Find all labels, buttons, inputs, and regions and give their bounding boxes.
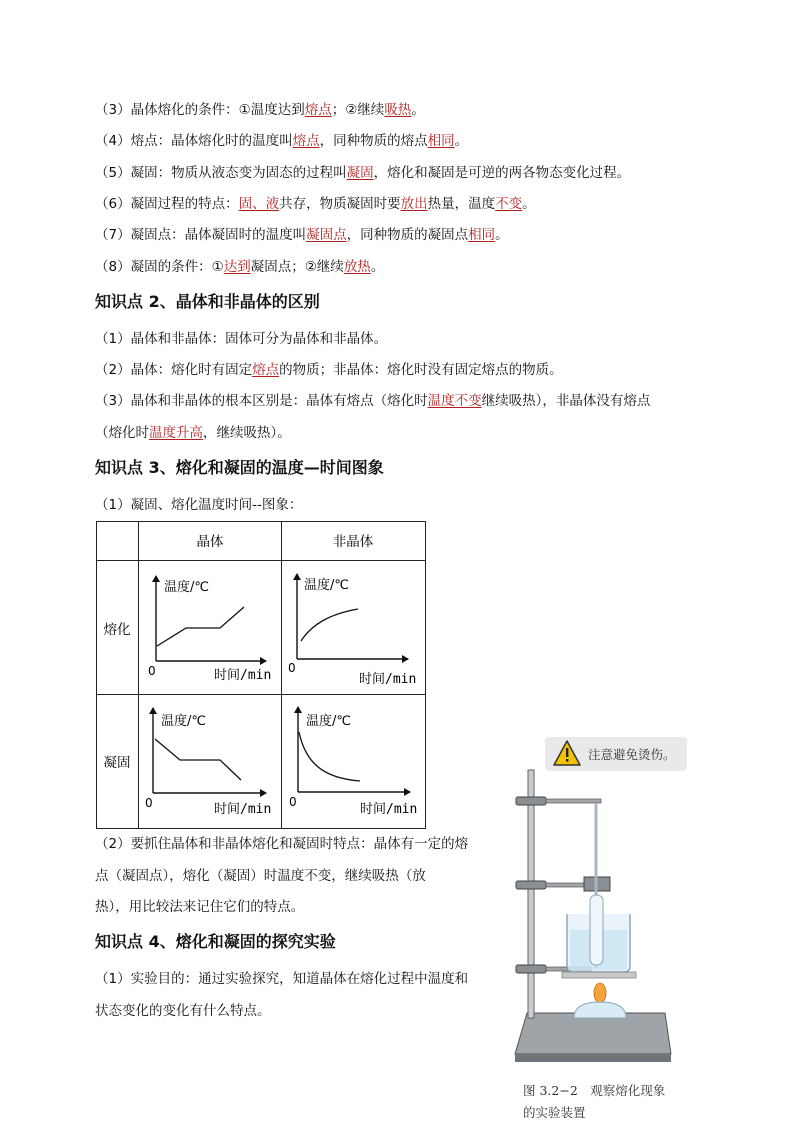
answer-text: 熔点 xyxy=(252,362,280,378)
paragraph-line: 热），用比较法来记住它们的特点。 xyxy=(95,899,305,915)
graph-crystal-solidifying xyxy=(145,708,271,817)
text-run: （5）凝固：物质从液态变为固态的过程叫 xyxy=(95,165,347,181)
answer-text: 放热 xyxy=(343,259,371,275)
paragraph-line: （2）要抓住晶体和非晶体熔化和凝固时特点：晶体有一定的熔 xyxy=(95,836,469,852)
curve-line xyxy=(157,607,244,646)
text-run: 。 xyxy=(411,102,425,118)
answer-text: 固、液 xyxy=(238,196,280,212)
col-header-amorphous: 非晶体 xyxy=(332,534,374,550)
x-axis-label: 时间/min xyxy=(360,802,418,817)
text-run: 。 xyxy=(454,133,469,149)
answer-text: 温度升高 xyxy=(149,425,203,441)
x-axis-label: 时间/min xyxy=(359,672,417,687)
answer-text: 放出 xyxy=(400,196,428,212)
section-heading: 知识点 4、熔化和凝固的探究实验 xyxy=(95,932,336,951)
curve-line xyxy=(301,609,358,641)
text-run: （2）晶体：熔化时有固定 xyxy=(95,362,253,378)
answer-text: 熔点 xyxy=(304,102,332,118)
graph-crystal-melting xyxy=(148,576,271,683)
paragraph-line: 点（凝固点），熔化（凝固）时温度不变，继续吸热（放 xyxy=(95,868,426,884)
alcohol-lamp xyxy=(574,1002,626,1018)
section-heading: 知识点 3、熔化和凝固的温度—时间图象 xyxy=(95,458,384,477)
answer-text: 相同 xyxy=(427,133,455,149)
curve-line xyxy=(155,739,241,780)
text-run: 。 xyxy=(495,227,509,243)
y-axis-label: 温度/℃ xyxy=(164,580,209,595)
text-run: ，同种物质的熔点 xyxy=(319,133,428,149)
text-run: （7）凝固点：晶体凝固时的温度叫 xyxy=(95,227,307,243)
text-run: ，继续吸热）。 xyxy=(203,425,291,441)
text-run: （4）熔点：晶体熔化时的温度叫 xyxy=(95,133,293,149)
origin-label: 0 xyxy=(288,661,296,675)
text-run: （6）凝固过程的特点： xyxy=(95,196,239,212)
answer-text: 熔点 xyxy=(292,133,320,149)
row-header-solidifying: 凝固 xyxy=(103,755,131,771)
x-axis-label: 时间/min xyxy=(214,802,272,817)
figure-caption-line-2: 的实验装置 xyxy=(523,1105,586,1120)
text-run: ，同种物质的凝固点 xyxy=(346,227,469,243)
paragraph-line: （1）实验目的：通过实验探究，知道晶体在熔化过程中温度和 xyxy=(95,971,469,987)
curve-line xyxy=(299,732,360,781)
origin-label: 0 xyxy=(145,796,153,810)
text-run: （8）凝固的条件：① xyxy=(95,259,224,275)
answer-text: 不变 xyxy=(495,196,523,212)
figure-caption: 图 3.2−2 观察熔化现象 xyxy=(523,1083,666,1098)
graph-amorphous-melting xyxy=(288,574,416,687)
section-heading: 知识点 2、晶体和非晶体的区别 xyxy=(95,292,320,311)
origin-label: 0 xyxy=(289,795,297,809)
answer-text: 达到 xyxy=(223,259,251,275)
test-tube xyxy=(590,895,603,965)
flame xyxy=(594,983,606,1003)
row-header-melting: 熔化 xyxy=(103,622,131,638)
experiment-apparatus-figure xyxy=(515,737,687,1120)
paragraph-line: 状态变化的变化有什么特点。 xyxy=(95,1003,271,1019)
text-run: ，熔化和凝固是可逆的两各物态变化过程。 xyxy=(373,165,631,181)
col-header-crystal: 晶体 xyxy=(196,534,224,550)
paragraph-line: （1）凝固、熔化温度时间--图象： xyxy=(95,497,303,513)
answer-text: 相同 xyxy=(468,227,496,243)
text-run: ；②继续 xyxy=(331,102,385,118)
wire-gauze xyxy=(562,972,636,978)
origin-label: 0 xyxy=(148,664,156,678)
text-run: （3）晶体和非晶体的根本区别是：晶体有熔点（熔化时 xyxy=(95,393,428,409)
text-run: 的物质；非晶体：熔化时没有固定熔点的物质。 xyxy=(279,362,563,378)
stand-base xyxy=(515,1013,671,1054)
text-run: 凝固点；②继续 xyxy=(250,259,344,275)
stand-base-edge xyxy=(515,1054,671,1062)
top-clamp xyxy=(516,797,601,805)
text-run: （1）晶体和非晶体：固体可分为晶体和非晶体。 xyxy=(95,331,388,347)
text-run: （3）晶体熔化的条件：①温度达到 xyxy=(95,102,305,118)
answer-text: 吸热 xyxy=(384,102,412,118)
y-axis-label: 温度/℃ xyxy=(161,714,206,729)
text-run: 。 xyxy=(370,259,385,275)
x-axis-label: 时间/min xyxy=(214,668,272,683)
stand-rod xyxy=(528,770,534,1018)
text-run: 继续吸热），非晶体没有熔点 xyxy=(481,393,651,409)
warning-text: 注意避免烫伤。 xyxy=(588,747,676,762)
y-axis-label: 温度/℃ xyxy=(304,578,349,593)
y-axis-label: 温度/℃ xyxy=(306,714,351,729)
answer-text: 凝固 xyxy=(346,165,374,181)
text-run: 共存，物质凝固时要 xyxy=(279,196,401,212)
graph-amorphous-solidifying xyxy=(289,707,417,817)
text-run: 。 xyxy=(522,196,536,212)
answer-text: 温度不变 xyxy=(427,393,482,409)
text-run: 热量，温度 xyxy=(427,196,496,212)
answer-text: 凝固点 xyxy=(306,227,347,243)
text-run: （熔化时 xyxy=(95,425,149,441)
